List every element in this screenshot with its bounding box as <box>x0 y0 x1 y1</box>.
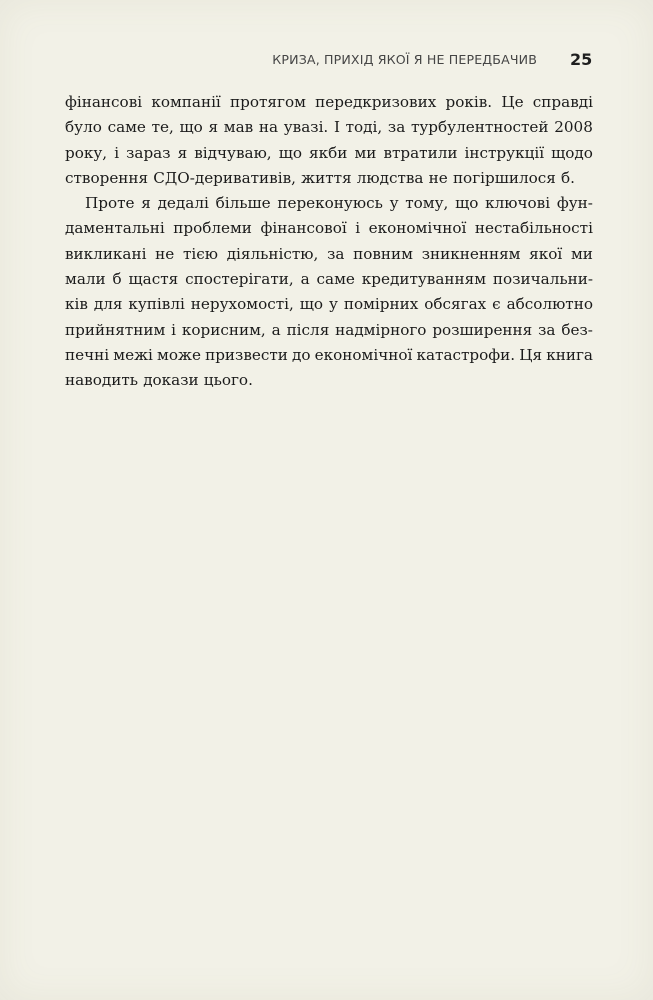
text-line: ків для купівлі нерухомості, що у помірних обсягах є абсолютно <box>65 295 593 314</box>
text-line: мали б щастя спостерігати, а саме кредитуванням позичальни- <box>65 270 593 289</box>
text-line: прийнятним і корисним, а після надмірного розширення за без- <box>65 320 593 339</box>
body-text <box>65 90 593 394</box>
text-line: фінансові компанії протягом передкризових років. Це справді <box>65 93 593 111</box>
text-line: наводить докази цього. <box>65 371 253 390</box>
text-line: Проте я дедалі більше переконуюсь у тому, що ключові фун- <box>85 194 593 213</box>
text-line: створення СДО-деривативів, життя людства не погіршилося б. <box>65 168 576 187</box>
text-line: даментальні проблеми фінансової і економічної нестабільності <box>65 219 593 238</box>
running-title: КРИЗА, ПРИХІД ЯКОЇ Я НЕ ПЕРЕДБАЧИВ <box>272 52 537 67</box>
page-number: 25 <box>570 50 593 69</box>
running-head <box>0 51 653 71</box>
text-line: року, і зараз я відчуваю, що якби ми втратили інструкції щодо <box>65 143 593 162</box>
text-line: печні межі може призвести до економічної катастрофи. Ця книга <box>65 345 593 364</box>
text-line: було саме те, що я мав на увазі. І тоді, за турбулентностей 2008 <box>65 118 593 137</box>
text-line: викликані не тією діяльністю, за повним зникненням якої ми <box>65 244 593 263</box>
